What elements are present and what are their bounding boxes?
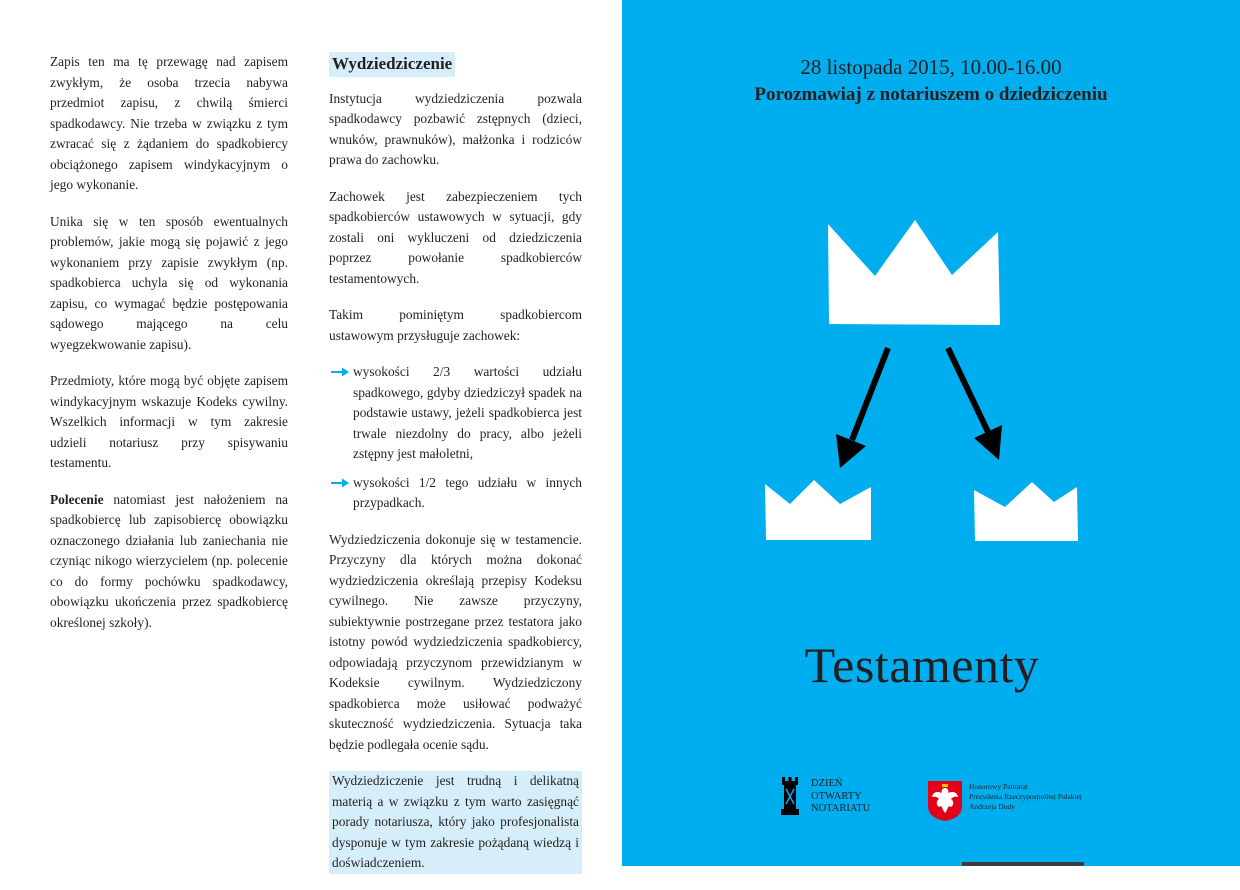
logo-line: NOTARIATU xyxy=(811,803,871,814)
logo-line: DZIEŃ xyxy=(811,778,843,789)
left-column xyxy=(50,52,288,649)
crown-small-left-icon xyxy=(765,480,871,540)
paragraph-instytucja: Instytucja wydziedziczenia pozwala spadkodawcy pozbawić zstępnych (dzieci, wnuków, prawnuków), małżonka i rodziców prawa do zachowku. xyxy=(329,90,582,167)
bullet-text: wysokości 1/2 tego udziału w innych przypadkach. xyxy=(353,474,582,510)
cover-title: Testamenty xyxy=(804,637,1040,693)
paragraph-zachowek: Zachowek jest zabezpieczeniem tych spadkobierców ustawowych w sytuacji, gdy zostali oni wykluczeni od dziedziczenia poprzez powołanie spadkobierców testamentowych. xyxy=(329,188,582,286)
arrow-right-icon xyxy=(948,348,1002,460)
polish-eagle-emblem-icon xyxy=(927,780,963,822)
logo-line: OTWARTY xyxy=(811,790,862,802)
paragraph-przedmioty: Przedmioty, które mogą być objęte zapisem windykacyjnym wskazuje Kodeks cywilny. Wszelkich informacji w tym zakresie udzieli notariusz przy spisywaniu testamentu. xyxy=(50,373,288,470)
patronage-line: Andrzeja Dudy xyxy=(969,802,1016,811)
dzien-otwarty-notariatu-text xyxy=(811,778,870,816)
paragraph-dokonuje: Wydziedziczenia dokonuje się w testamencie. Przyczyny dla których można dokonać wydziedziczenia określają przepisy Kodeksu cywilnego. Nie zawsze przyczyny, subiektywnie postrzegane przez testatora jako istotny powód wydziedziczenia spadkobiercy, odpowiadają przyczynom przewidzianym w Kodeksie cywilnym. Wydziedziczony spadkobierca może usiłować podważyć skuteczność wydziedziczenia. Sytuacja taka będzie podlegała ocenie sądu. xyxy=(329,531,582,752)
arrow-left-icon xyxy=(836,348,888,468)
paragraph-unika-sie: Unika się w ten sposób ewentualnych problemów, jakie mogą się pojawić z jego wykonaniem przy zapisie zwykłym (np. spadkobierca uchyla się od wykonania zapisu, co wymagać będzie postępowania sądowego mającego na celu wyegzekwowanie zapisu). xyxy=(50,213,288,352)
term-polecenie: Polecenie xyxy=(50,491,104,507)
paragraph-pominietym: Takim pominiętym spadkobiercom ustawowym przysługuje zachowek: xyxy=(329,307,582,343)
section-heading-wydziedziczenie: Wydziedziczenie xyxy=(329,52,455,77)
honorary-patronage-text xyxy=(969,782,1082,812)
bullet-item xyxy=(329,362,582,465)
crown-small-right-icon xyxy=(974,482,1078,541)
arrow-bullet-icon xyxy=(329,473,353,493)
bottom-divider xyxy=(962,862,1084,866)
bullet-item xyxy=(329,473,582,514)
paragraph-polecenie xyxy=(50,490,288,634)
paragraph-zapis-przewaga: Zapis ten ma tę przewagę nad zapisem zwykłym, że osoba trzecia nabywa przedmiot zapisu, z chwilą śmierci spadkodawcy. Nie trzeba w związku z tym zwracać się z żądaniem do spadkobiercy obciążonego zapisem windykacyjnym o jego wykonanie. xyxy=(50,54,288,192)
event-date: 28 listopada 2015, 10.00-16.00 xyxy=(800,55,1062,79)
cover-subtitle: Porozmawiaj z notariuszem o dziedziczeniu xyxy=(754,84,1108,105)
arrow-bullet-icon xyxy=(329,362,353,382)
bullet-text: wysokości 2/3 wartości udziału spadkowego, gdyby dziedziczył spadek na podstawie ustawy, jeżeli spadkobierca jest trwale niezdolny do pracy, albo jeżeli zstępny jest małoletni, xyxy=(353,364,582,461)
crown-large-icon xyxy=(828,220,1000,325)
patronage-line: Prezydenta Rzeczypospolitej Polskiej xyxy=(969,792,1082,801)
inheritance-illustration xyxy=(622,0,1240,620)
patronage-line: Honorowy Patronat xyxy=(969,782,1028,791)
polecenie-text: natomiast jest nałożeniem na spadkobiercę lub zapisobiercę obowiązku oznaczonego działania lub zaniechania nie czyniąc nikogo wierzycielem (np. polecenie co do formy pochówku spadkodawcy, obowiązku ukończenia przez spadkobiercę określonej szkoły). xyxy=(50,491,288,630)
middle-column xyxy=(329,52,582,890)
cover-panel xyxy=(622,0,1240,866)
highlighted-paragraph-porada: Wydziedziczenie jest trudną i delikatną materią a w związku z tym warto zasięgnąć porady notariusza, który jako profesjonalista dysponuje w tym zakresie pożądaną wiedzą i doświadczeniem. xyxy=(329,771,582,874)
notary-tower-icon xyxy=(780,776,800,816)
